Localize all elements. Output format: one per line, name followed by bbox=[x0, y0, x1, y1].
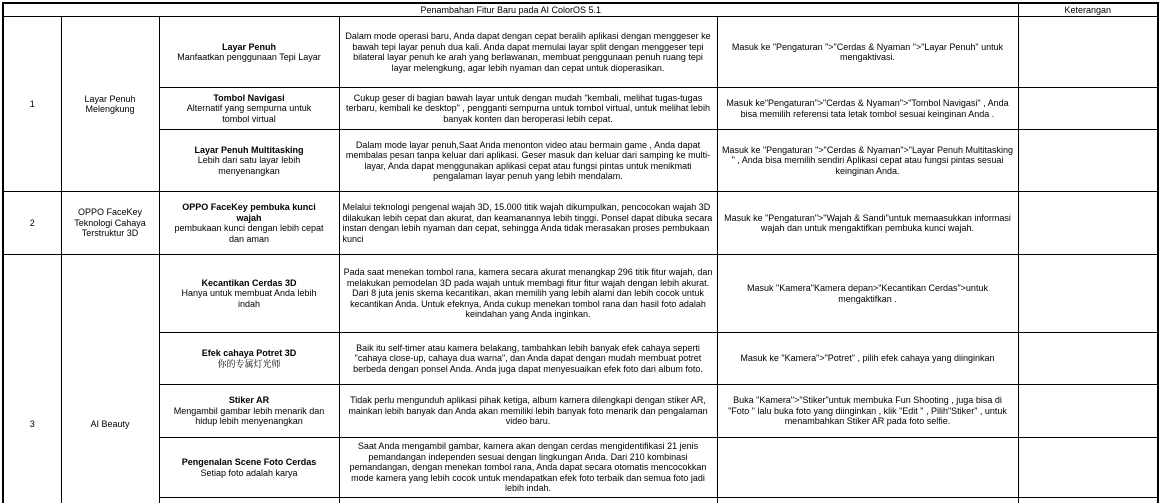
feature-subtitle: Setiap foto adalah karya bbox=[200, 467, 298, 478]
keterangan-cell bbox=[1018, 255, 1158, 333]
row-number-cell: 1 bbox=[3, 17, 61, 192]
table-row bbox=[3, 333, 1158, 385]
feature-title: Efek cahaya Potret 3D bbox=[201, 348, 297, 358]
category-cell: AI Beauty bbox=[61, 255, 159, 503]
description-cell: Tidak perlu mengunduh aplikasi pihak ketiga, album kamera dilengkapi dengan stiker AR, mainkan lebih banyak dan Anda akan memiliki lebih banyak foto menarik dan pengalaman video baru. bbox=[339, 385, 717, 438]
table-row bbox=[3, 385, 1158, 438]
feature-title: Stiker AR bbox=[228, 395, 270, 406]
feature-table bbox=[2, 2, 1159, 503]
category-cell: Layar Penuh Melengkung bbox=[61, 17, 159, 192]
description-cell: Baik itu self-timer atau kamera belakang, tambahkan lebih banyak efek cahaya seperti "cahaya close-up, cahaya dua warna", dan Anda dapat dengan mudah membuat potret berbeda dengan ponsel Anda. Anda juga dapat menyesuaikan efek foto dari album foto. bbox=[339, 333, 717, 385]
table-row bbox=[3, 255, 1158, 333]
instruction-cell: Masuk "Kamera"Kamera depan>"Kecantikan Cerdas">untuk mengaktifkan . bbox=[717, 255, 1018, 333]
table-row bbox=[3, 438, 1158, 498]
keterangan-cell bbox=[1018, 385, 1158, 438]
feature-subtitle: Alternatif yang sempurna untuk tombol virtual bbox=[186, 103, 312, 124]
instruction-cell: Masuk ke"Pengaturan">"Cerdas & Nyaman">"Tombol Navigasi" , Anda bisa memilih referensi tata letak tombol sesuai keinginan Anda . bbox=[717, 88, 1018, 130]
row-number-cell: 3 bbox=[3, 255, 61, 503]
instruction-cell bbox=[717, 498, 1018, 503]
feature-cell bbox=[159, 385, 339, 438]
keterangan-cell bbox=[1018, 438, 1158, 498]
description-cell: Dalam mode layar penuh,Saat Anda menonton video atau bermain game , Anda dapat membalas pesan tanpa keluar dari aplikasi. Geser masuk dan keluar dari samping ke multi-layar, Anda dapat menggunakan aplikasi cepat atau fungsi pintas untuk menikmati pengalaman layar penuh yang lebih mendalam. bbox=[339, 130, 717, 192]
feature-subtitle: pembukaan kunci dengan lebih cepat dan aman bbox=[174, 223, 324, 244]
table-title-row bbox=[3, 3, 1158, 17]
feature-subtitle: 你的专属灯光师 bbox=[217, 358, 281, 369]
table-row bbox=[3, 130, 1158, 192]
feature-title: Layar Penuh Multitasking bbox=[194, 144, 304, 155]
document-page bbox=[0, 2, 1161, 503]
feature-cell bbox=[159, 17, 339, 88]
instruction-cell: Masuk ke "Pengaturan">"Wajah & Sandi"untuk memaasukkan informasi wajah dan untuk mengaktifkan pembuka kunci wajah. bbox=[717, 192, 1018, 255]
feature-cell bbox=[159, 130, 339, 192]
instruction-cell: Masuk ke "Kamera">"Potret" , pilih efek cahaya yang diinginkan bbox=[717, 333, 1018, 385]
instruction-cell: Buka "Kamera">"Stiker"untuk membuka Fun Shooting , juga bisa di "Foto " lalu buka foto yang diinginkan , klik "Edit " , Pilih"Stiker" , untuk menambahkan Stiker AR pada foto selfie. bbox=[717, 385, 1018, 438]
instruction-cell bbox=[717, 438, 1018, 498]
table-row-partial bbox=[3, 498, 1158, 503]
keterangan-cell bbox=[1018, 498, 1158, 503]
category-cell: OPPO FaceKey Teknologi Cahaya Terstruktur 3D bbox=[61, 192, 159, 255]
table-title: Penambahan Fitur Baru pada AI ColorOS 5.1 bbox=[3, 3, 1018, 17]
feature-title: Tombol Navigasi bbox=[213, 92, 285, 103]
table-row bbox=[3, 17, 1158, 88]
table-row bbox=[3, 192, 1158, 255]
table-row bbox=[3, 88, 1158, 130]
feature-subtitle: Hanya untuk membuat Anda lebih indah bbox=[181, 288, 317, 309]
keterangan-cell bbox=[1018, 88, 1158, 130]
instruction-cell: Masuk ke "Pengaturan ">"Cerdas & Nyaman">"Layar Penuh Multitasking " , Anda bisa memilih sendiri Aplikasi cepat atau fungsi pintas sesuai keinginan Anda. bbox=[717, 130, 1018, 192]
description-cell: Saat Anda mengambil gambar, kamera akan dengan cerdas mengidentifikasi 21 jenis pemandangan independen sesuai dengan lingkungan Anda. Dari 210 kombinasi pemandangan, dengan menekan tombol rana, Anda dapat secara otomatis mencocokkan mode kamera yang lebih cocok untuk mendapatkan efek foto terbaik dan semua foto jadi lebih indah. bbox=[339, 438, 717, 498]
keterangan-cell bbox=[1018, 333, 1158, 385]
description-cell: Pada saat menekan tombol rana, kamera secara akurat menangkap 296 titik fitur wajah, dan melakukan pemodelan 3D pada wajah untuk membagi fitur fitur wajah dengan lebih akurat. Dari 8 juta jenis skema kecantikan, akan memilih yang lebih alami dan lebih cocok untuk kecantikan Anda. Untuk efeknya, Anda cukup menekan tombol rana dan hasil foto adalah keindahan yang Anda inginkan. bbox=[339, 255, 717, 333]
description-cell: Dalam mode operasi baru, Anda dapat dengan cepat beralih aplikasi dengan menggeser ke bawah tepi layar penuh dua kali. Anda dapat memulai layar split dengan menggeser tepi bilateral layar penuh ke arah yang berlawanan, membuat penggunaan penuh ruang tepi layar melengkung, agar lebih nyaman dan cepat untuk dioperasikan. bbox=[339, 17, 717, 88]
feature-cell bbox=[159, 498, 339, 503]
feature-cell bbox=[159, 255, 339, 333]
row-number-cell: 2 bbox=[3, 192, 61, 255]
description-cell bbox=[339, 498, 717, 503]
feature-cell bbox=[159, 88, 339, 130]
feature-cell bbox=[159, 438, 339, 498]
feature-title: Kecantikan Cerdas 3D bbox=[201, 277, 297, 288]
keterangan-cell bbox=[1018, 17, 1158, 88]
feature-title: OPPO FaceKey pembuka kunci wajah bbox=[182, 202, 316, 223]
instruction-cell: Masuk ke "Pengaturan ">"Cerdas & Nyaman ">"Layar Penuh" untuk mengaktivasi. bbox=[717, 17, 1018, 88]
feature-subtitle: Manfaatkan penggunaan Tepi Layar bbox=[177, 52, 321, 62]
feature-title: Layar Penuh bbox=[221, 41, 277, 52]
feature-subtitle: Lebih dari satu layar lebih menyenangkan bbox=[197, 155, 301, 176]
description-cell: Melalui teknologi pengenal wajah 3D, 15.000 titik wajah dikumpulkan, pencocokan wajah 3D dilakukan lebih cepat dan akurat, dan keamanannya lebih tinggi. Ponsel dapat dibuka secara instan dengan lebih nyaman dan cepat, sehingga Anda tidak merasakan proses pembukaan kunci bbox=[339, 192, 717, 255]
keterangan-header: Keterangan bbox=[1018, 3, 1158, 17]
feature-cell bbox=[159, 192, 339, 255]
feature-title: Pengenalan Scene Foto Cerdas bbox=[181, 457, 317, 467]
feature-cell bbox=[159, 333, 339, 385]
keterangan-cell bbox=[1018, 130, 1158, 192]
keterangan-cell bbox=[1018, 192, 1158, 255]
description-cell: Cukup geser di bagian bawah layar untuk dengan mudah "kembali, melihat tugas-tugas terbaru, kembali ke desktop" , pengganti sempurna untuk tombol virtual, untuk melihat lebih banyak konten dan beroperasi lebih cepat. bbox=[339, 88, 717, 130]
feature-subtitle: Mengambil gambar lebih menarik dan hidup lebih menyenangkan bbox=[173, 405, 325, 427]
